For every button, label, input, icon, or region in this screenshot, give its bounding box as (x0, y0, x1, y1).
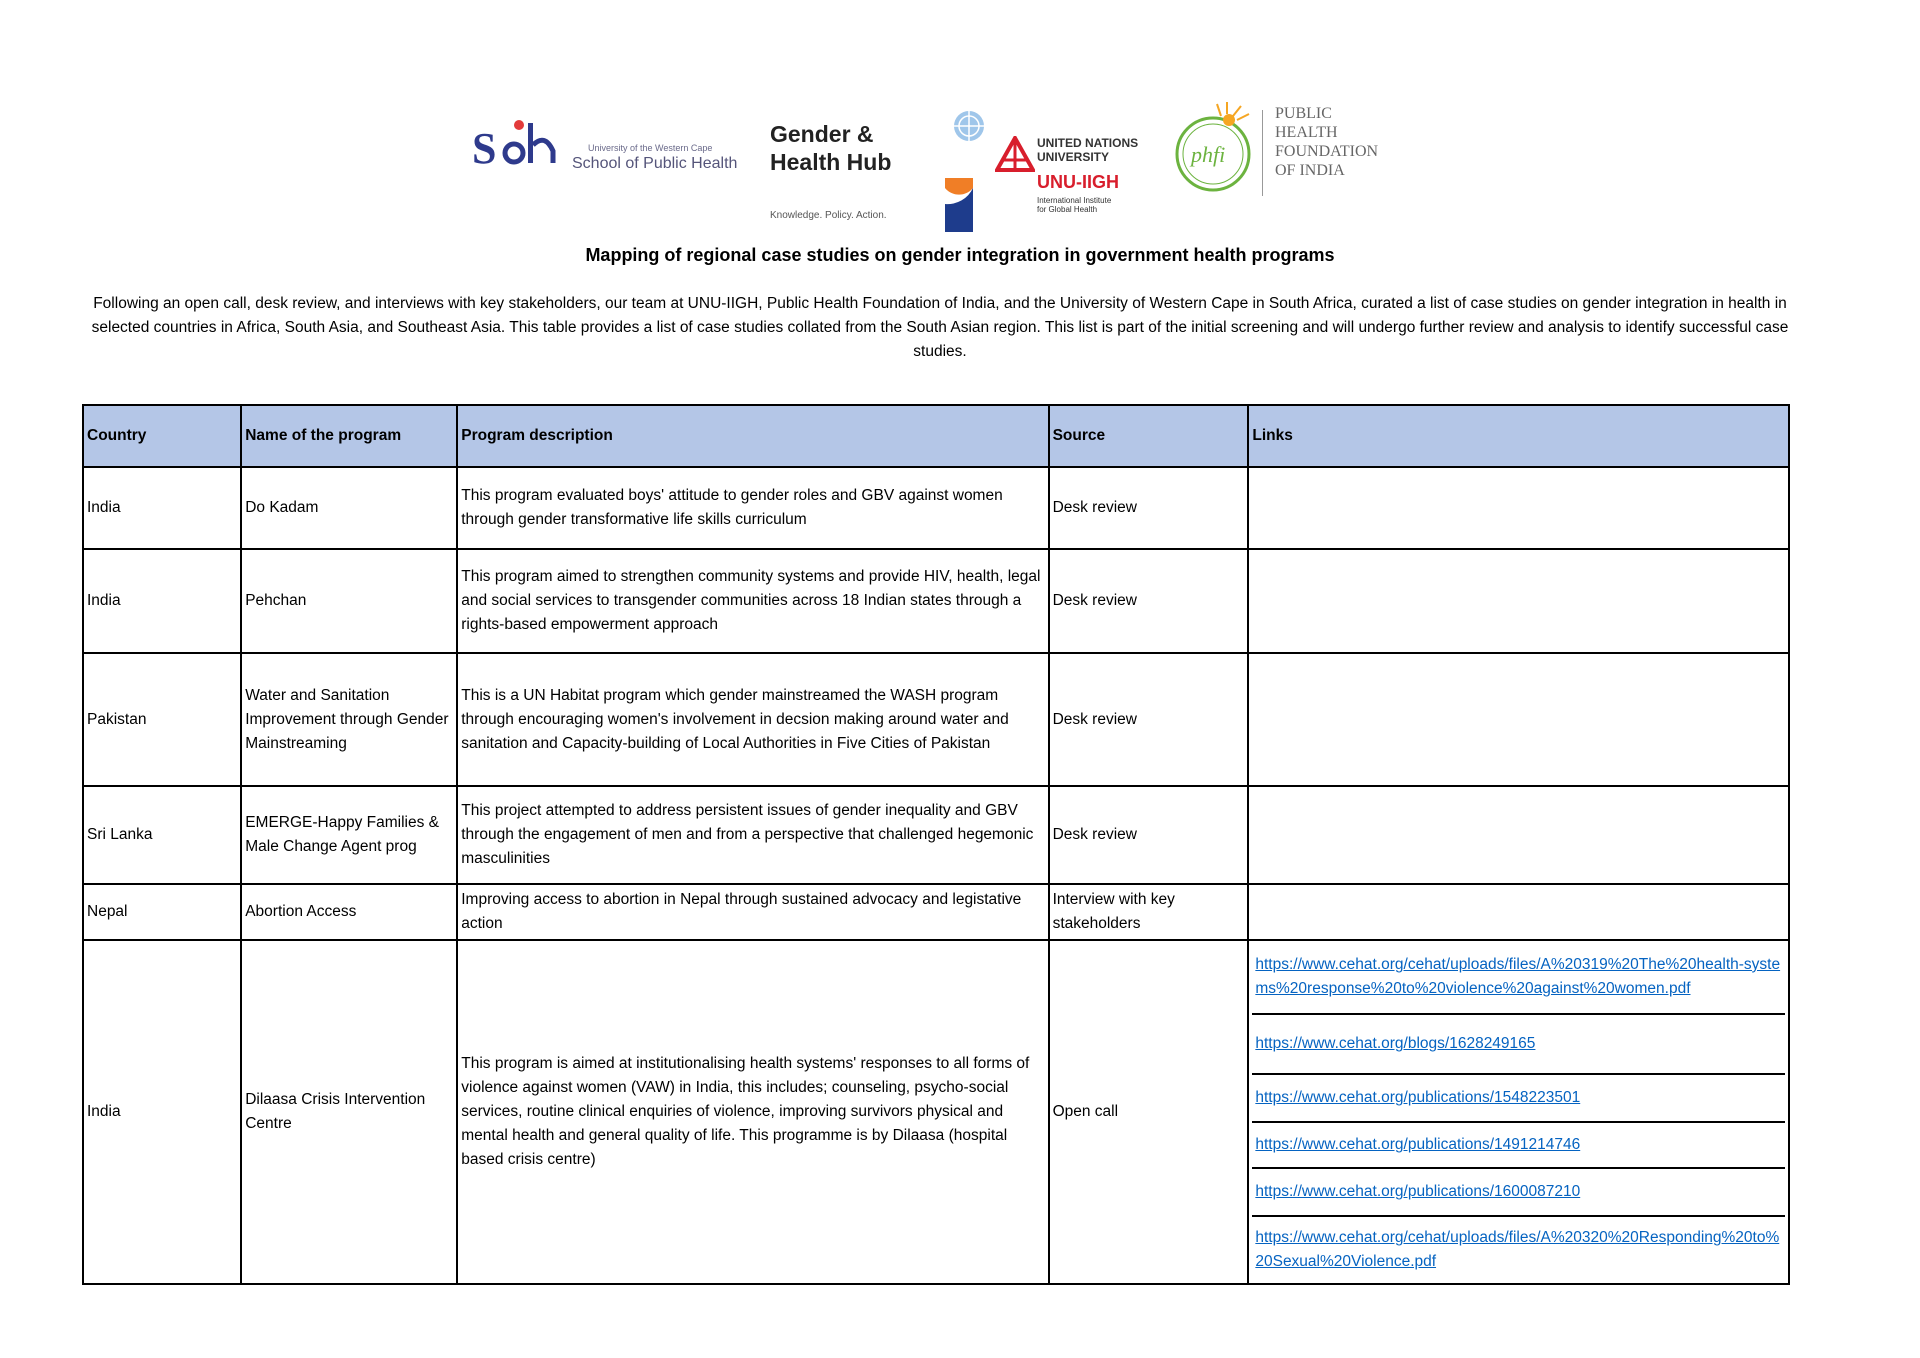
unu-code: UNU-IIGH (1037, 172, 1119, 192)
cell-source: Desk review (1049, 786, 1249, 884)
cell-country: Pakistan (83, 653, 241, 786)
table-row (83, 940, 1789, 1284)
document-title: Mapping of regional case studies on gender integration in government health programs (585, 245, 1335, 265)
link-cehat-publication-1600087210[interactable]: https://www.cehat.org/publications/1600087210 (1252, 1169, 1785, 1217)
cell-source: Desk review (1049, 467, 1249, 549)
cell-source: Interview with key stakeholders (1049, 884, 1249, 940)
header-program-name: Name of the program (241, 405, 457, 467)
cell-source: Desk review (1049, 549, 1249, 653)
cell-program: Abortion Access (241, 884, 457, 940)
cell-program: Do Kadam (241, 467, 457, 549)
cell-description: This program aimed to strengthen community systems and provide HIV, health, legal and social services to transgender communities across 18 Indian states through a rights-based empowerment approach (457, 549, 1048, 653)
phfi-logo (1165, 100, 1415, 200)
cell-description: This program evaluated boys' attitude to gender roles and GBV against women through gender transformative life skills curriculum (457, 467, 1048, 549)
table-header-row (83, 405, 1789, 467)
svg-text:S: S (472, 124, 497, 173)
cell-description: This program is aimed at institutionalising health systems' responses to all forms of violence against women (VAW) in India, this includes; counseling, psycho-social services, routine clinical enquiries of violence, improving survivors physical and mental health and general quality of life. This programme is by Dilaasa (hospital based crisis centre) (457, 940, 1048, 1284)
header-program-description: Program description (457, 405, 1048, 467)
soph-mark-icon (470, 115, 570, 175)
ghh-mark-icon (945, 178, 975, 232)
ghh-title: Gender & Health Hub (770, 121, 892, 175)
cell-program: Pehchan (241, 549, 457, 653)
cell-program: Dilaasa Crisis Intervention Centre (241, 940, 457, 1284)
cell-links (1248, 786, 1789, 884)
table-row (83, 884, 1789, 940)
ghh-tagline: Knowledge. Policy. Action. (770, 210, 887, 221)
cell-links (1248, 467, 1789, 549)
intro-paragraph: Following an open call, desk review, and interviews with key stakeholders, our team at UNU-IIGH, Public Health Foundation of India, and the University of Western Cape in South Africa, curated a list of case studies on gender integration in health in selected countries in Africa, South Asia, and Southeast Asia. This table provides a list of case studies collated from the South Asian region. This list is part of the initial screening and will undergo further review and analysis to identify successful case studies. (91, 295, 1789, 360)
phfi-ring-icon (1165, 100, 1261, 200)
soph-school: School of Public Health (572, 155, 738, 172)
cell-links (1248, 549, 1789, 653)
cell-description: Improving access to abortion in Nepal through sustained advocacy and legistative action (457, 884, 1048, 940)
link-cehat-sexual-violence-pdf[interactable]: https://www.cehat.org/cehat/uploads/files/A%20320%20Responding%20to%20Sexual%20Violence.pdf (1255, 1229, 1780, 1270)
link-cehat-health-systems-pdf[interactable]: https://www.cehat.org/cehat/uploads/files/A%20319%20The%20health-systems%20response%20to%20violence%20against%20women.pdf (1252, 941, 1785, 1015)
un-emblem (948, 106, 992, 146)
phfi-separator (1262, 110, 1263, 196)
cell-source: Open call (1049, 940, 1249, 1284)
unu-mark-icon (995, 136, 1035, 176)
logo-strip (470, 100, 1410, 230)
header-country: Country (83, 405, 241, 467)
cell-source: Desk review (1049, 653, 1249, 786)
header-source: Source (1049, 405, 1249, 467)
case-studies-table (82, 404, 1790, 1285)
cell-country: India (83, 549, 241, 653)
cell-description: This project attempted to address persistent issues of gender inequality and GBV through the engagement of men and from a perspective that challenged hegemonic masculinities (457, 786, 1048, 884)
cell-country: India (83, 940, 241, 1284)
unu-name: UNITED NATIONS UNIVERSITY (1037, 136, 1139, 164)
svg-text:phfi: phfi (1191, 142, 1226, 167)
cell-country: India (83, 467, 241, 549)
cell-links (1248, 940, 1789, 1284)
link-cehat-publication-1548223501[interactable]: https://www.cehat.org/publications/1548223501 (1252, 1075, 1785, 1123)
cell-description: This is a UN Habitat program which gender mainstreamed the WASH program through encouraging women's involvement in decsion making around water and sanitation and Capacity-building of Local Authorities in Five Cities of Pakistan (457, 653, 1048, 786)
phfi-name: PUBLIC HEALTH FOUNDATION OF INDIA (1275, 105, 1379, 179)
soph-logo (470, 115, 740, 175)
unu-iigh-logo (995, 132, 1145, 222)
unu-subtitle: International Institute for Global Health (1037, 196, 1112, 214)
cell-links (1248, 653, 1789, 786)
soph-university: University of the Western Cape (588, 143, 713, 153)
link-cehat-blog[interactable]: https://www.cehat.org/blogs/1628249165 (1252, 1015, 1785, 1075)
cell-country: Nepal (83, 884, 241, 940)
table-row (83, 549, 1789, 653)
gender-health-hub-logo (770, 120, 950, 220)
table-row (83, 786, 1789, 884)
header-links: Links (1248, 405, 1789, 467)
link-cehat-publication-1491214746[interactable]: https://www.cehat.org/publications/1491214746 (1252, 1123, 1785, 1169)
cell-program: EMERGE-Happy Families & Male Change Agent prog (241, 786, 457, 884)
un-globe-icon (948, 106, 990, 146)
table-row (83, 467, 1789, 549)
cell-country: Sri Lanka (83, 786, 241, 884)
table-row (83, 653, 1789, 786)
cell-program: Water and Sanitation Improvement through Gender Mainstreaming (241, 653, 457, 786)
cell-links (1248, 884, 1789, 940)
